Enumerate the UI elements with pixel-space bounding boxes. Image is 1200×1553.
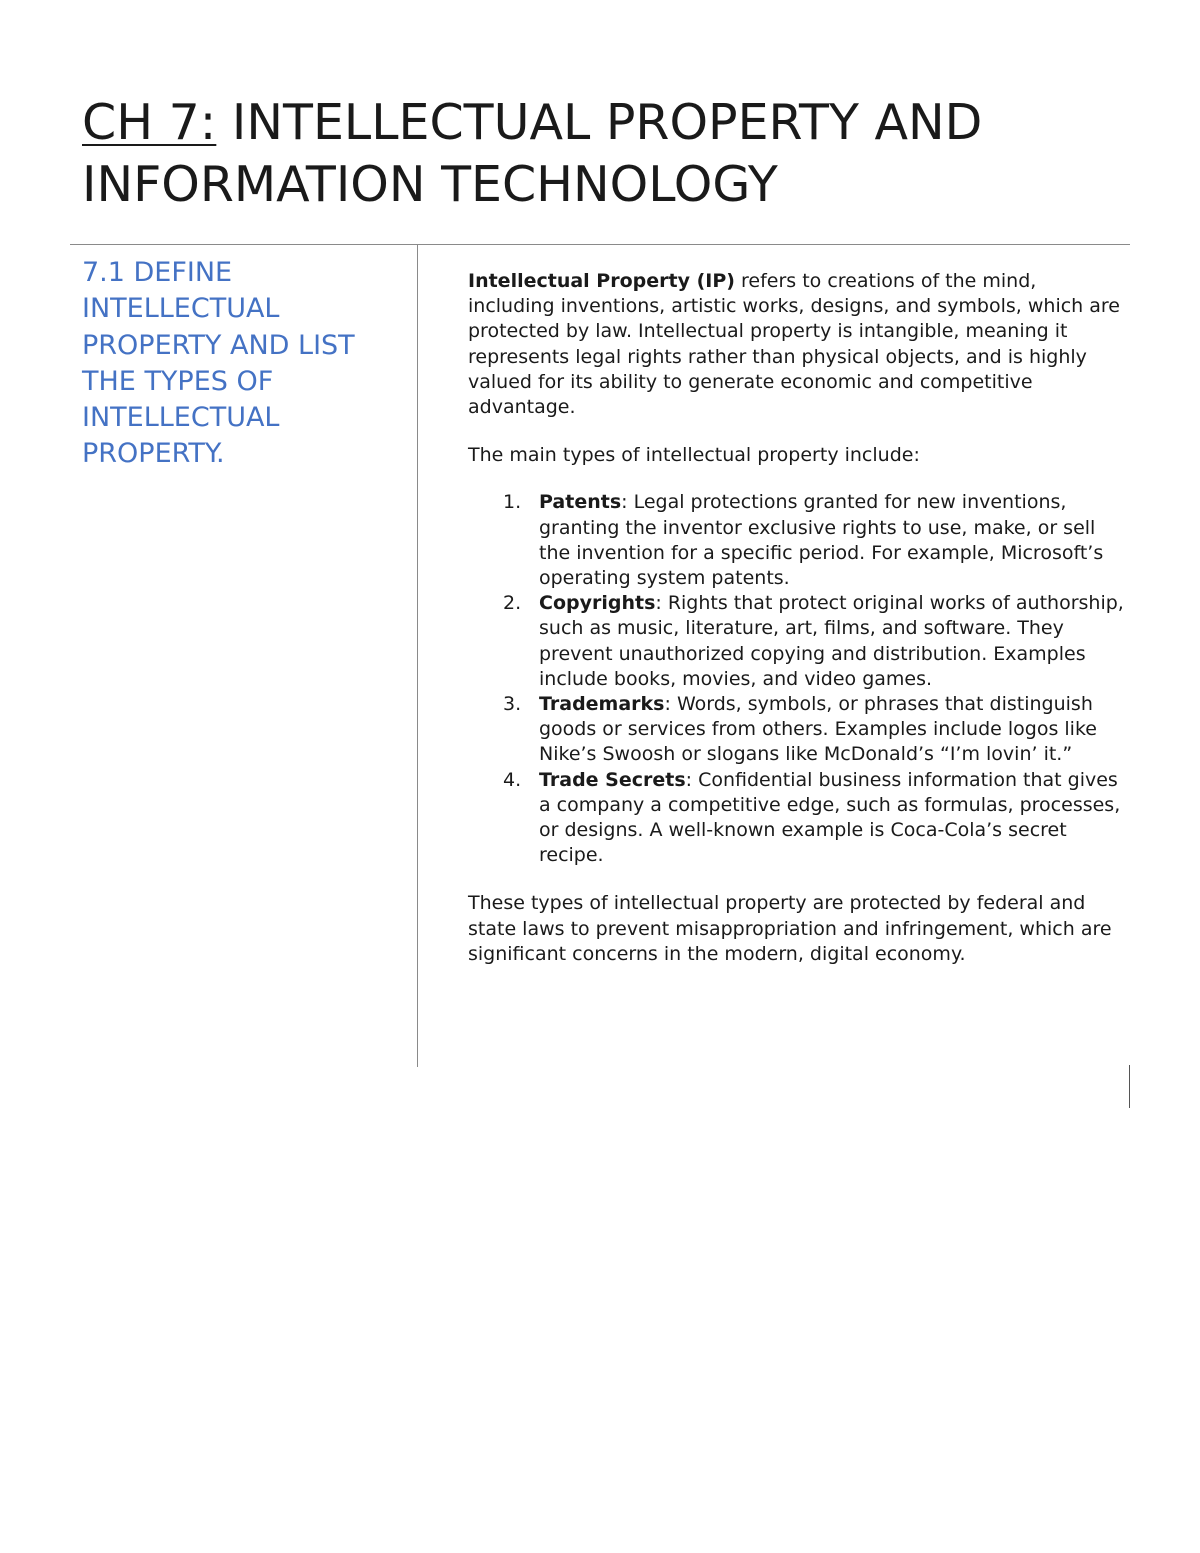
conclusion-paragraph: These types of intellectual property are protected by federal and state laws to prevent misappropriation and infringement, which are significant concerns in the modern, digital economy. — [468, 892, 1112, 965]
intro-paragraph — [468, 269, 1128, 420]
list-number: 4. — [503, 768, 522, 791]
list-text: : Rights that protect original works of authorship, such as music, literature, art, films, and software. They prevent unauthorized copying and distribution. Examples include books, movies, and video games. — [539, 592, 1124, 690]
body-column — [468, 269, 1128, 967]
list-term: Trade Secrets — [539, 768, 686, 791]
chapter-number: CH 7: — [82, 94, 217, 151]
list-text: : Confidential business information that gives a company a competitive edge, such as formulas, processes, or designs. A well-known example is Coca-Cola’s secret recipe. — [539, 768, 1121, 867]
page-title — [82, 92, 1142, 216]
column-divider — [417, 245, 418, 1067]
ip-types-list — [468, 490, 1128, 868]
list-term: Patents — [539, 491, 622, 514]
chapter-title: INTELLECTUAL PROPERTY AND INFORMATION TECHNOLOGY — [82, 94, 983, 213]
intro-text: refers to creations of the mind, including inventions, artistic works, designs, and symbols, which are protected by law. Intellectual property is intangible, meaning it represents legal rights rather than physical objects, and is highly valued for its ability to generate economic and competitive advantage. — [468, 270, 1120, 419]
title-divider — [70, 244, 1130, 245]
margin-mark — [1129, 1065, 1130, 1108]
list-text: : Legal protections granted for new inventions, granting the inventor exclusive rights to use, make, or sell the invention for a specific period. For example, Microsoft’s operating system patents. — [539, 491, 1104, 590]
intro-term: Intellectual Property (IP) — [468, 270, 735, 292]
list-item-copyrights — [468, 591, 1128, 692]
list-number: 2. — [503, 592, 522, 615]
list-term: Copyrights — [539, 592, 656, 615]
list-item-trademarks — [468, 692, 1128, 768]
list-item-trade-secrets — [468, 768, 1128, 869]
paragraph-spacer — [468, 420, 1128, 443]
list-term: Trademarks — [539, 693, 665, 716]
list-item-patents — [468, 490, 1128, 591]
list-number: 1. — [503, 491, 522, 514]
section-heading: 7.1 DEFINE INTELLECTUAL PROPERTY AND LIST THE TYPES OF INTELLECTUAL PROPERTY. — [82, 257, 355, 470]
paragraph-spacer — [468, 868, 1128, 891]
list-text: : Words, symbols, or phrases that distinguish goods or services from others. Examples include logos like Nike’s Swoosh or slogans like McDonald’s “I’m lovin’ it.” — [539, 693, 1097, 766]
list-intro: The main types of intellectual property include: — [468, 444, 920, 467]
list-number: 3. — [503, 693, 522, 716]
paragraph-spacer — [468, 468, 1128, 490]
